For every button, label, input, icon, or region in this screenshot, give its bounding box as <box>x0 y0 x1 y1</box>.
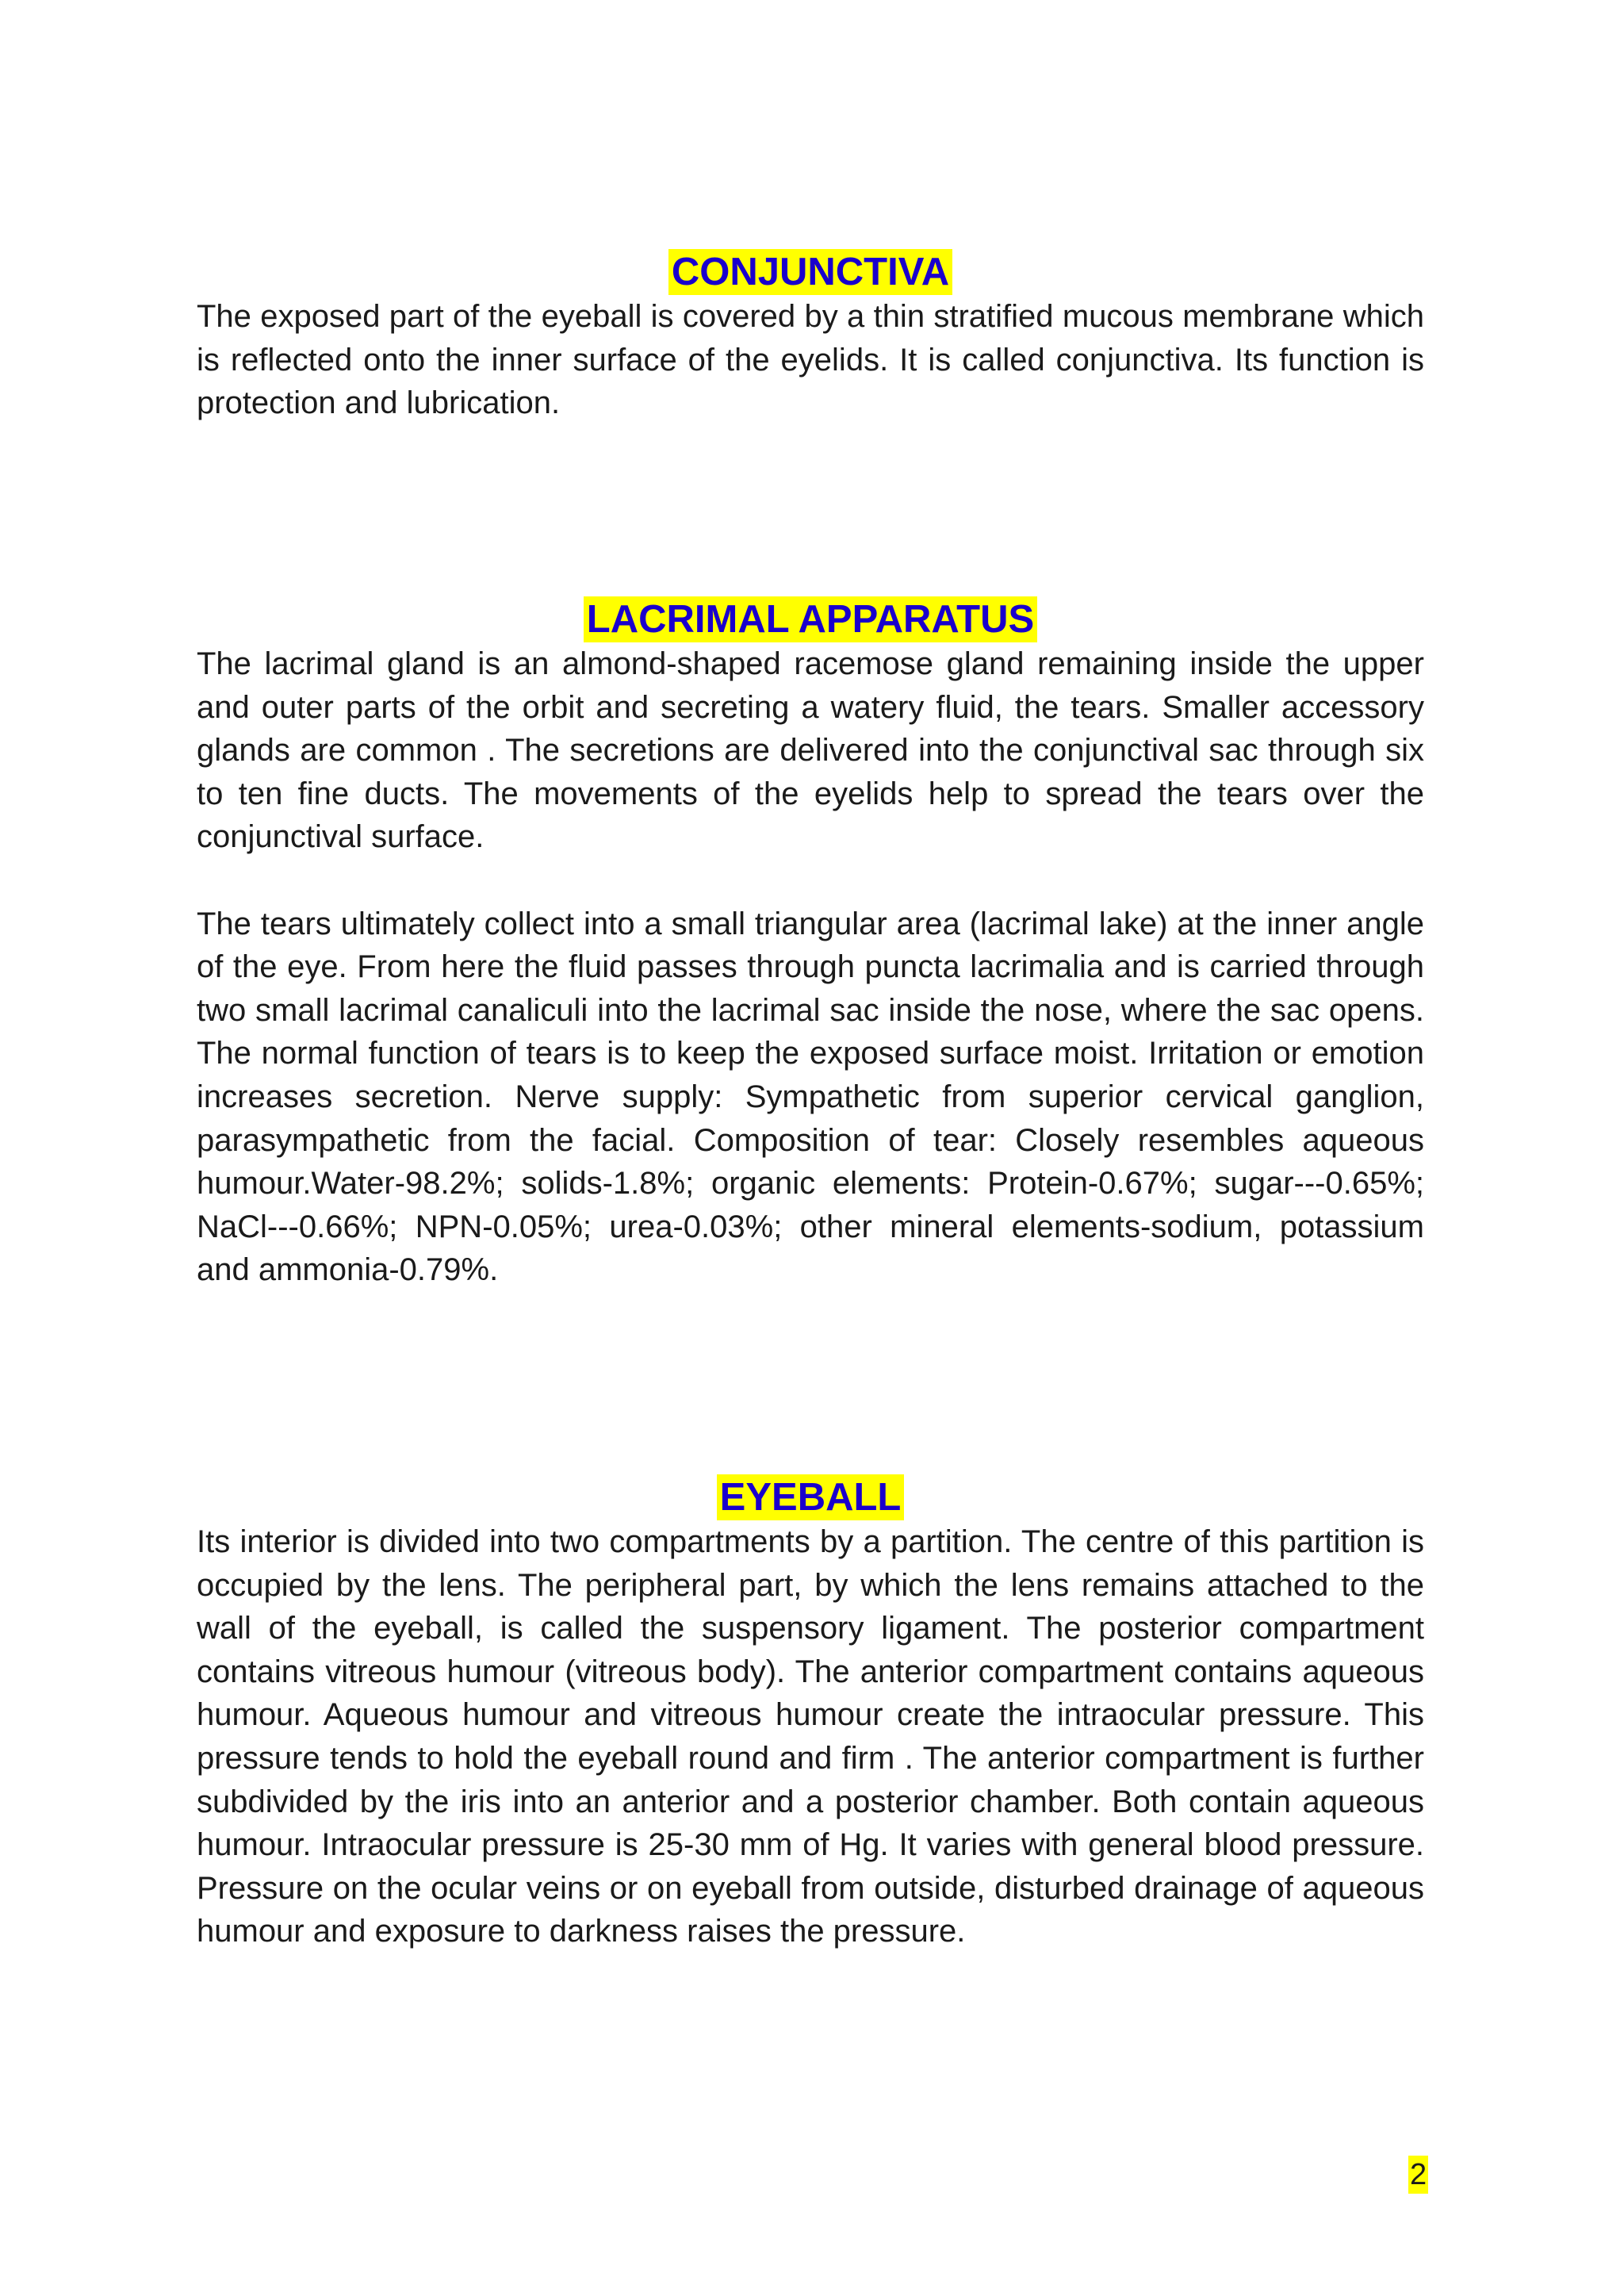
paragraph: The tears ultimately collect into a small triangular area (lacrimal lake) at the inner angle of the eye. From here the fluid passes through puncta lacrimalia and is carried through two small lacrimal canaliculi into the lacrimal sac inside the nose, where the sac opens. The normal function of tears is to keep the exposed surface moist. Irritation or emotion increases secretion. Nerve supply: Sympathetic from superior cervical ganglion, parasympathetic from the facial. Composition of tear: Closely resembles aqueous humour.Water-98.2%; solids-1.8%; organic elements: Protein-0.67%; sugar---0.65%; NaCl---0.66%; NPN-0.05%; urea-0.03%; other mineral elements-sodium, potassium and ammonia-0.79%. <box>197 906 1424 1288</box>
section-heading: CONJUNCTIVA <box>668 249 952 295</box>
section-heading: LACRIMAL APPARATUS <box>584 596 1037 642</box>
section-eyeball <box>197 1474 1424 1953</box>
paragraph: The lacrimal gland is an almond-shaped racemose gland remaining inside the upper and outer parts of the orbit and secreting a watery fluid, the tears. Smaller accessory glands are common . The secretions are delivered into the conjunctival sac through six to ten fine ducts. The movements of the eyelids help to spread the tears over the conjunctival surface. <box>197 646 1424 855</box>
paragraph: Its interior is divided into two compartments by a partition. The centre of this partition is occupied by the lens. The peripheral part, by which the lens remains attached to the wall of the eyeball, is called the suspensory ligament. The posterior compartment contains vitreous humour (vitreous body). The anterior compartment contains aqueous humour. Aqueous humour and vitreous humour create the intraocular pressure. This pressure tends to hold the eyeball round and firm . The anterior compartment is further subdivided by the iris into an anterior and a posterior chamber. Both contain aqueous humour. Intraocular pressure is 25-30 mm of Hg. It varies with general blood pressure. Pressure on the ocular veins or on eyeball from outside, disturbed drainage of aqueous humour and exposure to darkness raises the pressure. <box>197 1524 1424 1949</box>
section-lacrimal-apparatus <box>197 596 1424 1292</box>
section-heading: EYEBALL <box>717 1474 905 1520</box>
section-conjunctiva <box>197 249 1424 425</box>
page-number: 2 <box>1408 2156 1428 2194</box>
paragraph: The exposed part of the eyeball is covered by a thin stratified mucous membrane which is reflected onto the inner surface of the eyelids. It is called conjunctiva. Its function is protection and lubrication. <box>197 299 1424 421</box>
